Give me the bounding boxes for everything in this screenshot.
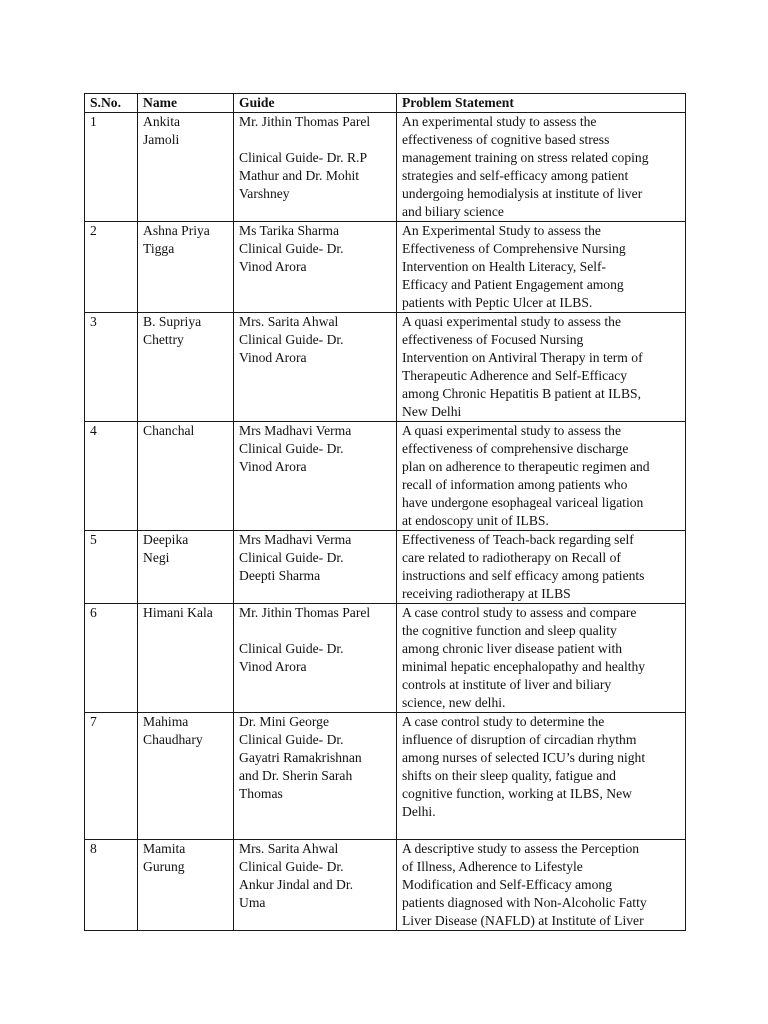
cell-line: patients diagnosed with Non-Alcoholic Fatty <box>402 895 647 910</box>
row-sno: 3 <box>85 313 138 422</box>
cell-line: undergoing hemodialysis at institute of liver <box>402 186 643 201</box>
cell-line: Jamoli <box>143 132 180 147</box>
cell-line: strategies and self-efficacy among patient <box>402 168 629 183</box>
cell-line: effectiveness of cognitive based stress <box>402 132 610 147</box>
cell-line: Dr. Mini George <box>239 714 329 729</box>
cell-line: among nurses of selected ICU’s during night <box>402 750 646 765</box>
cell-line: effectiveness of Focused Nursing <box>402 332 584 347</box>
header-guide: Guide <box>234 94 397 113</box>
cell-line: management training on stress related coping <box>402 150 649 165</box>
cell-line: Mr. Jithin Thomas Parel <box>239 114 371 129</box>
cell-line: Uma <box>239 895 266 910</box>
table-row <box>85 222 686 313</box>
cell-line: instructions and self efficacy among patients <box>402 568 645 583</box>
cell-line: Mrs Madhavi Verma <box>239 532 352 547</box>
cell-line: Mamita <box>143 841 186 856</box>
row-sno: 5 <box>85 531 138 604</box>
cell-line: Mahima <box>143 714 189 729</box>
cell-line: Clinical Guide- Dr. <box>239 550 344 565</box>
cell-line: An experimental study to assess the <box>402 114 597 129</box>
cell-line: among Chronic Hepatitis B patient at ILBS, <box>402 386 641 401</box>
cell-line: shifts on their sleep quality, fatigue and <box>402 768 616 783</box>
cell-line: B. Supriya <box>143 314 202 329</box>
cell-line: and biliary science <box>402 204 504 219</box>
row-sno: 8 <box>85 840 138 931</box>
table-row <box>85 313 686 422</box>
cell-line: Modification and Self-Efficacy among <box>402 877 613 892</box>
problem-statement <box>397 531 686 604</box>
cell-line: Therapeutic Adherence and Self-Efficacy <box>402 368 628 383</box>
student-name <box>138 604 234 713</box>
cell-line: receiving radiotherapy at ILBS <box>402 586 571 601</box>
row-sno: 2 <box>85 222 138 313</box>
table-row <box>85 840 686 931</box>
cell-line: at endoscopy unit of ILBS. <box>402 513 549 528</box>
cell-line: influence of disruption of circadian rhythm <box>402 732 637 747</box>
guide-name <box>234 313 397 422</box>
header-name: Name <box>138 94 234 113</box>
cell-line: Thomas <box>239 786 283 801</box>
cell-line <box>239 131 392 149</box>
table-row <box>85 604 686 713</box>
guide-name <box>234 604 397 713</box>
cell-line: patients with Peptic Ulcer at ILBS. <box>402 295 593 310</box>
cell-line: Mrs Madhavi Verma <box>239 423 352 438</box>
student-name <box>138 113 234 222</box>
student-name <box>138 840 234 931</box>
table-header-row <box>85 94 686 113</box>
cell-line: Liver Disease (NAFLD) at Institute of Liver <box>402 913 644 928</box>
table-body <box>85 113 686 931</box>
cell-line: controls at institute of liver and biliary <box>402 677 612 692</box>
table-row <box>85 422 686 531</box>
student-name <box>138 313 234 422</box>
cell-line: Varshney <box>239 186 290 201</box>
cell-line: Clinical Guide- Dr. <box>239 332 344 347</box>
cell-line: New Delhi <box>402 404 462 419</box>
row-sno: 6 <box>85 604 138 713</box>
cell-line: care related to radiotherapy on Recall of <box>402 550 621 565</box>
table-row <box>85 531 686 604</box>
cell-line: Mrs. Sarita Ahwal <box>239 841 339 856</box>
cell-line: among chronic liver disease patient with <box>402 641 623 656</box>
student-name <box>138 422 234 531</box>
cell-line: Delhi. <box>402 804 436 819</box>
header-sno: S.No. <box>85 94 138 113</box>
cell-line <box>402 821 681 839</box>
cell-line: Vinod Arora <box>239 659 307 674</box>
cell-line: Effectiveness of Comprehensive Nursing <box>402 241 626 256</box>
cell-line: of Illness, Adherence to Lifestyle <box>402 859 583 874</box>
cell-line: Chanchal <box>143 423 195 438</box>
cell-line: Clinical Guide- Dr. R.P <box>239 150 367 165</box>
table-row <box>85 713 686 840</box>
cell-line: Ashna Priya <box>143 223 210 238</box>
table-row <box>85 113 686 222</box>
cell-line: Gayatri Ramakrishnan <box>239 750 362 765</box>
cell-line: recall of information among patients who <box>402 477 628 492</box>
cell-line: Clinical Guide- Dr. <box>239 732 344 747</box>
cell-line: Deepika <box>143 532 189 547</box>
cell-line: and Dr. Sherin Sarah <box>239 768 353 783</box>
cell-line: Deepti Sharma <box>239 568 321 583</box>
cell-line: Himani Kala <box>143 605 213 620</box>
cell-line: Mathur and Dr. Mohit <box>239 168 360 183</box>
cell-line: A descriptive study to assess the Perception <box>402 841 640 856</box>
cell-line: A quasi experimental study to assess the <box>402 423 621 438</box>
cell-line: Tigga <box>143 241 175 256</box>
cell-line: cognitive function, working at ILBS, New <box>402 786 632 801</box>
cell-line: Vinod Arora <box>239 459 307 474</box>
header-problem-statement: Problem Statement <box>397 94 686 113</box>
cell-line: Clinical Guide- Dr. <box>239 641 344 656</box>
problem-statement <box>397 313 686 422</box>
cell-line <box>239 622 392 640</box>
guide-name <box>234 531 397 604</box>
cell-line: Intervention on Health Literacy, Self- <box>402 259 607 274</box>
cell-line: Clinical Guide- Dr. <box>239 441 344 456</box>
cell-line: Effectiveness of Teach-back regarding self <box>402 532 634 547</box>
cell-line: Ms Tarika Sharma <box>239 223 339 238</box>
cell-line: Vinod Arora <box>239 259 307 274</box>
guide-name <box>234 422 397 531</box>
cell-line: Clinical Guide- Dr. <box>239 859 344 874</box>
cell-line: Intervention on Antiviral Therapy in term of <box>402 350 643 365</box>
cell-line: A case control study to determine the <box>402 714 605 729</box>
row-sno: 1 <box>85 113 138 222</box>
problem-statement <box>397 604 686 713</box>
cell-line: Gurung <box>143 859 185 874</box>
cell-line: the cognitive function and sleep quality <box>402 623 617 638</box>
cell-line: Efficacy and Patient Engagement among <box>402 277 624 292</box>
cell-line: effectiveness of comprehensive discharge <box>402 441 629 456</box>
students-table <box>84 93 686 931</box>
cell-line: Chaudhary <box>143 732 203 747</box>
cell-line: have undergone esophageal variceal ligation <box>402 495 644 510</box>
cell-line: science, new delhi. <box>402 695 506 710</box>
cell-line: Vinod Arora <box>239 350 307 365</box>
cell-line: Chettry <box>143 332 184 347</box>
guide-name <box>234 222 397 313</box>
problem-statement <box>397 840 686 931</box>
student-name <box>138 222 234 313</box>
cell-line: Ankur Jindal and Dr. <box>239 877 354 892</box>
problem-statement <box>397 713 686 840</box>
cell-line: A quasi experimental study to assess the <box>402 314 621 329</box>
cell-line: A case control study to assess and compare <box>402 605 637 620</box>
problem-statement <box>397 113 686 222</box>
problem-statement <box>397 422 686 531</box>
cell-line: Mr. Jithin Thomas Parel <box>239 605 371 620</box>
cell-line: Ankita <box>143 114 180 129</box>
cell-line: plan on adherence to therapeutic regimen and <box>402 459 650 474</box>
row-sno: 4 <box>85 422 138 531</box>
student-name <box>138 713 234 840</box>
cell-line: Mrs. Sarita Ahwal <box>239 314 339 329</box>
guide-name <box>234 113 397 222</box>
cell-line: Clinical Guide- Dr. <box>239 241 344 256</box>
cell-line: Negi <box>143 550 170 565</box>
student-name <box>138 531 234 604</box>
row-sno: 7 <box>85 713 138 840</box>
cell-line: minimal hepatic encephalopathy and healthy <box>402 659 646 674</box>
guide-name <box>234 840 397 931</box>
problem-statement <box>397 222 686 313</box>
cell-line: An Experimental Study to assess the <box>402 223 601 238</box>
guide-name <box>234 713 397 840</box>
